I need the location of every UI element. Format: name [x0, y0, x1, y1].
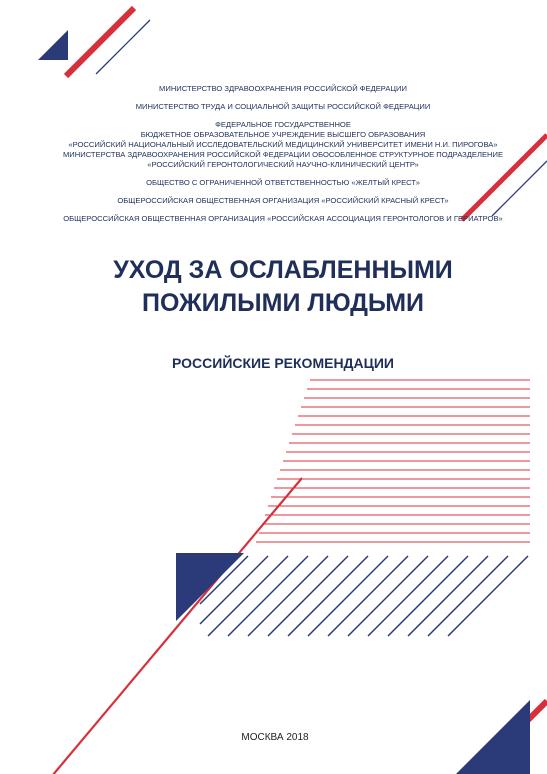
- org-university-line-5: «РОССИЙСКИЙ ГЕРОНТОЛОГИЧЕСКИЙ НАУЧНО-КЛИНИЧЕСКИЙ ЦЕНТР»: [147, 160, 419, 169]
- book-subtitle: РОССИЙСКИЕ РЕКОМЕНДАЦИИ: [172, 355, 394, 371]
- org-university-line-3: «РОССИЙСКИЙ НАЦИОНАЛЬНЫЙ ИССЛЕДОВАТЕЛЬСКИЙ МЕДИЦИНСКИЙ УНИВЕРСИТЕТ ИМЕНИ Н.И. ПИРОГОВА»: [68, 140, 498, 149]
- top-left-navy-triangle: [38, 30, 68, 60]
- top-left-red-stripe: [66, 8, 134, 76]
- org-red-cross: ОБЩЕРОССИЙСКАЯ ОБЩЕСТВЕННАЯ ОРГАНИЗАЦИЯ «РОССИЙСКИЙ КРАСНЫЙ КРЕСТ»: [117, 196, 449, 205]
- book-title-line-2: ПОЖИЛЫМИ ЛЮДЬМИ: [141, 289, 425, 317]
- bottom-right-navy-triangle: [456, 700, 530, 774]
- long-red-diagonal: [52, 478, 302, 774]
- top-left-navy-line: [96, 20, 150, 74]
- org-university-line-2: БЮДЖЕТНОЕ ОБРАЗОВАТЕЛЬНОЕ УЧРЕЖДЕНИЕ ВЫСШЕГО ОБРАЗОВАНИЯ: [140, 130, 426, 139]
- org-university-line-4: МИНИСТЕРСТВА ЗДРАВООХРАНЕНИЯ РОССИЙСКОЙ ФЕДЕРАЦИИ ОБОСОБЛЕННОЕ СТРУКТУРНОЕ ПОДРАЗДЕЛЕНИЕ: [62, 150, 504, 159]
- book-title: [40, 254, 526, 320]
- red-horizontal-lines: [256, 380, 530, 542]
- book-title-line-1: УХОД ЗА ОСЛАБЛЕННЫМИ: [113, 256, 453, 284]
- org-university-line-1: ФЕДЕРАЛЬНОЕ ГОСУДАРСТВЕННОЕ: [215, 120, 351, 129]
- imprint-city-year: МОСКВА 2018: [241, 732, 309, 743]
- org-ministry-labor: МИНИСТЕРСТВО ТРУДА И СОЦИАЛЬНОЙ ЗАЩИТЫ РОССИЙСКОЙ ФЕДЕРАЦИИ: [135, 102, 431, 111]
- org-gerontology-association: ОБЩЕРОССИЙСКАЯ ОБЩЕСТВЕННАЯ ОРГАНИЗАЦИЯ «РОССИЙСКАЯ АССОЦИАЦИЯ ГЕРОНТОЛОГОВ И ГЕРИАТРОВ»: [63, 214, 503, 223]
- org-yellow-cross: ОБЩЕСТВО С ОГРАНИЧЕННОЙ ОТВЕТСТВЕННОСТЬЮ «ЖЕЛТЫЙ КРЕСТ»: [146, 178, 420, 187]
- navy-diagonal-hatch: [200, 556, 528, 636]
- publisher-list: [40, 84, 526, 224]
- org-ministry-health: МИНИСТЕРСТВО ЗДРАВООХРАНЕНИЯ РОССИЙСКОЙ ФЕДЕРАЦИИ: [159, 84, 407, 93]
